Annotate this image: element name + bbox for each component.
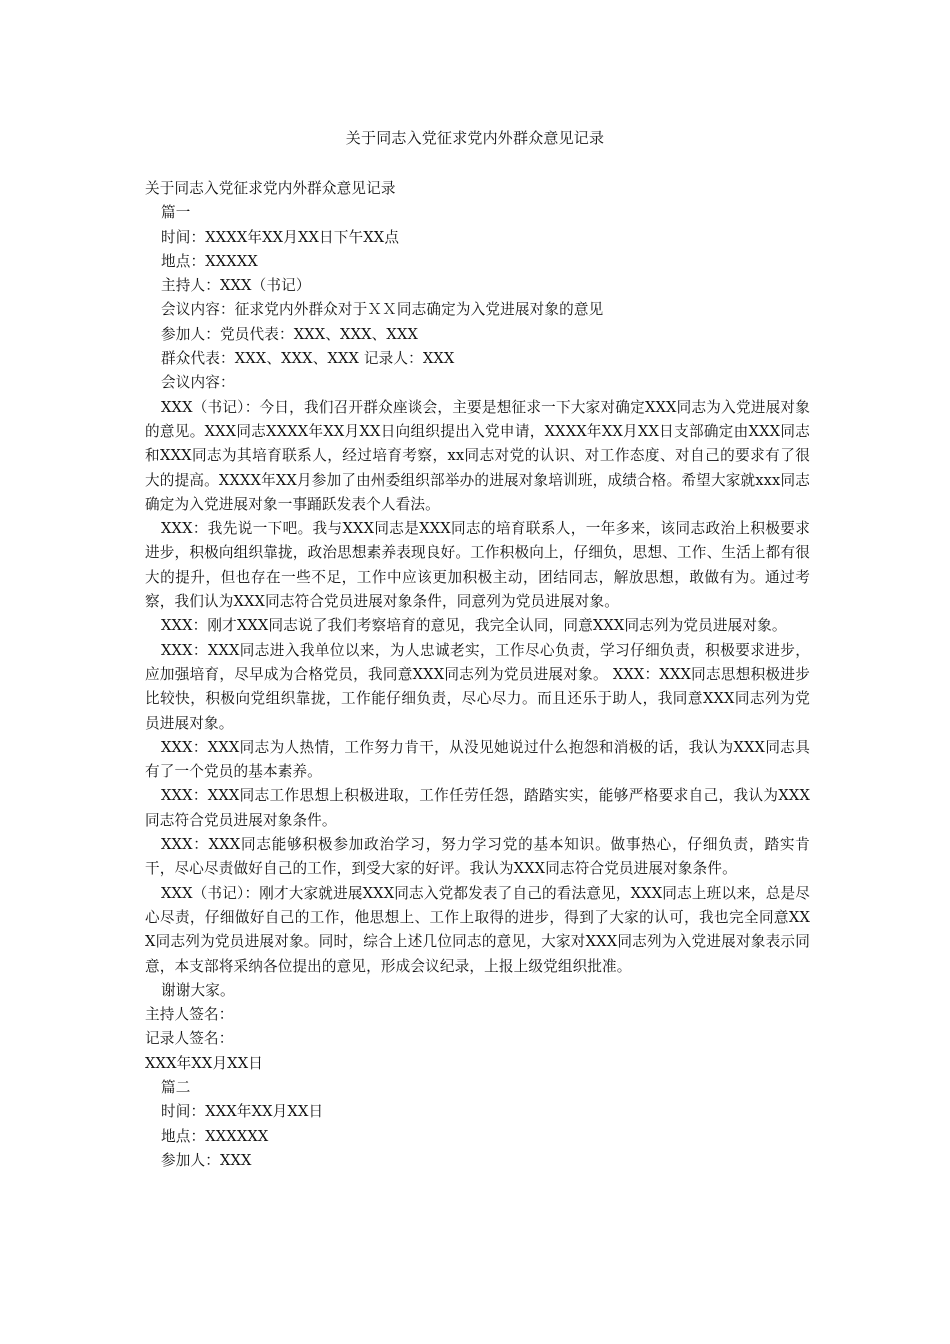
paragraph: XXX（书记）：刚才大家就进展XXX同志入党都发表了自己的看法意见，XXX同志上班以来，总是尽心尽责，仔细做好自己的工作，他思想上、工作上取得的进步，得到了大家的认可，我也完全同意XXX同志列为党员进展对象。同时，综合上述几位同志的意见，大家对XXX同志列为入党进展对象表示同意，本支部将采纳各位提出的意见，形成会议纪录，上报上级党组织批准。 (145, 884, 810, 975)
paragraph: XXX：XXX同志能够积极参加政治学习，努力学习党的基本知识。做事热心，仔细负责，踏实肯干，尽心尽责做好自己的工作，到受大家的好评。我认为XXX同志符合党员进展对象条件。 (145, 836, 810, 878)
paragraph: 地点：XXXXXX (161, 1127, 269, 1145)
paragraph: 会议内容： (161, 374, 235, 392)
paragraph: 记录人签名： (145, 1030, 234, 1048)
paragraph: XXX：XXX同志进入我单位以来，为人忠诚老实，工作尽心负责，学习仔细负责，积极要求进步，应加强培育，尽早成为合格党员，我同意XXX同志列为党员进展对象。 XXX：XXX同志思想积极进步比较快，积极向党组织靠拢，工作能仔细负责，尽心尽力。而且还乐于助人，我同意XXX同志列为党员进展对象。 (145, 641, 810, 732)
paragraph: XXX年XX月XX日 (145, 1054, 264, 1072)
paragraph: XXX：我先说一下吧。我与XXX同志是XXX同志的培育联系人，一年多来，该同志政治上积极要求进步，积极向组织靠拢，政治思想素养表现良好。工作积极向上，仔细负，思想、工作、生活上都有很大的提升，但也存在一些不足，工作中应该更加积极主动，团结同志，解放思想，敢做有为。通过考察，我们认为XXX同志符合党员进展对象条件，同意列为党员进展对象。 (145, 520, 810, 611)
paragraph: XXX（书记）：今日，我们召开群众座谈会，主要是想征求一下大家对确定XXX同志为入党进展对象的意见。XXX同志XXXX年XX月XX日向组织提出入党申请，XXXX年XX月XX日支部确定由XXX同志和XXX同志为其培育联系人，经过培育考察，xx同志对党的认识、对工作态度、对自己的要求有了很大的提高。XXXX年XX月参加了由州委组织部举办的进展对象培训班，成绩合格。希望大家就xxx同志确定为入党进展对象一事踊跃发表个人看法。 (145, 398, 810, 513)
paragraph: 关于同志入党征求党内外群众意见记录 (145, 180, 396, 197)
paragraph: 地点：XXXXX (161, 252, 258, 270)
paragraph: 主持人：XXX（书记） (161, 277, 311, 295)
paragraph: 主持人签名： (145, 1006, 234, 1024)
paragraph: 参加人：XXX (161, 1151, 252, 1169)
document-body (145, 177, 810, 1173)
paragraph: XXX：XXX同志工作思想上积极进取，工作任劳任怨，踏踏实实，能够严格要求自己，我认为XXX同志符合党员进展对象条件。 (145, 787, 810, 829)
paragraph: 篇二 (161, 1078, 191, 1096)
paragraph: 谢谢大家。 (161, 981, 235, 999)
paragraph: XXX：刚才XXX同志说了我们考察培育的意见，我完全认同，同意XXX同志列为党员进展对象。 (161, 617, 787, 635)
paragraph: 群众代表：XXX、XXX、XXX 记录人：XXX (161, 350, 455, 368)
paragraph: 参加人：党员代表：XXX、XXX、XXX (161, 325, 419, 343)
paragraph: 篇一 (161, 204, 191, 222)
paragraph: XXX：XXX同志为人热情，工作努力肯干，从没见她说过什么抱怨和消极的话，我认为XXX同志具有了一个党员的基本素养。 (145, 738, 810, 781)
paragraph: 会议内容：征求党内外群众对于ＸＸ同志确定为入党进展对象的意见 (161, 301, 604, 319)
page-title: 关于同志入党征求党内外群众意见记录 (345, 129, 605, 147)
paragraph: 时间：XXX年XX月XX日 (161, 1103, 324, 1121)
paragraph: 时间：XXXX年XX月XX日下午XX点 (161, 228, 400, 246)
